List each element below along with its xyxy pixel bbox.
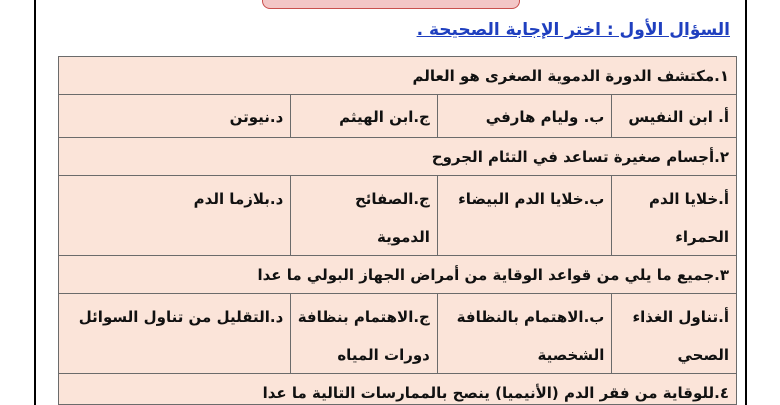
options-row-1 <box>59 95 736 138</box>
question-3: ٣.جميع ما يلي من قواعد الوقاية من أمراض الجهاز البولي ما عدا <box>59 256 736 294</box>
question-2: ٢.أجسام صغيرة تساعد في التئام الجروح <box>59 138 736 176</box>
section-heading: السؤال الأول : اختر الإجابة الصحيحة . <box>416 20 730 40</box>
option-2c: ج.الصفائح الدموية <box>290 176 437 255</box>
options-row-2 <box>59 176 736 256</box>
header-tab <box>262 0 520 9</box>
question-table <box>58 56 737 405</box>
option-3d: د.التقليل من تناول السوائل <box>78 308 284 326</box>
question-4: ٤.للوقاية من فقر الدم (الأنيميا) ينصح بالممارسات التالية ما عدا <box>262 384 729 402</box>
option-1c: ج.ابن الهيثم <box>290 95 437 137</box>
option-1a: أ. ابن النفيس <box>611 95 736 137</box>
option-3b: ب.الاهتمام بالنظافة الشخصية <box>437 294 611 373</box>
option-1b: ب. وليام هارفي <box>437 95 611 137</box>
options-row-3 <box>59 294 736 374</box>
option-1d: د.نيوتن <box>229 108 284 126</box>
option-3c: ج.الاهتمام بنظافة دورات المياه <box>290 294 437 373</box>
option-2d: د.بلازما الدم <box>193 190 284 208</box>
option-2b: ب.خلايا الدم البيضاء <box>437 176 611 255</box>
option-2a: أ.خلايا الدم الحمراء <box>611 176 736 255</box>
option-3a: أ.تناول الغذاء الصحي <box>611 294 736 373</box>
question-1: ١.مكتشف الدورة الدموية الصغرى هو العالم <box>59 57 736 95</box>
